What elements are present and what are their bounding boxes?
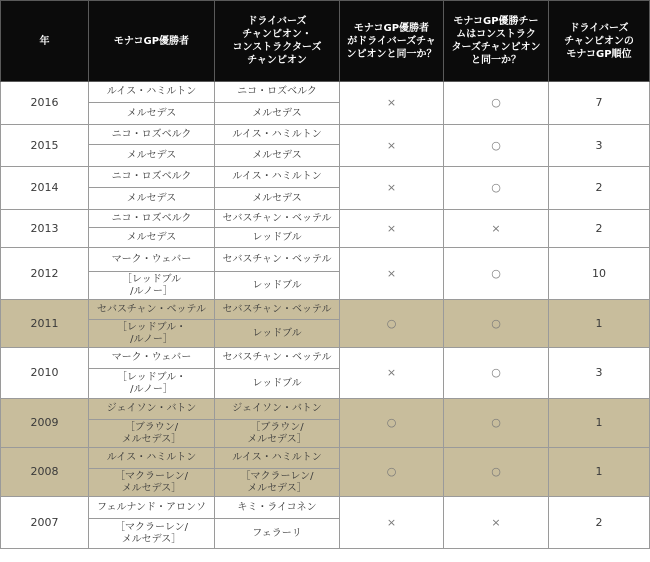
table-row: [1, 448, 650, 469]
table-row: [1, 399, 650, 420]
champion-team-cell: メルセデス: [215, 145, 340, 167]
winner-cell: フェルナンド・アロンソ: [89, 497, 215, 519]
winner-cell: セバスチャン・ベッテル: [89, 300, 215, 320]
champion-rank-cell: 3: [549, 125, 650, 167]
header-same-team: モナコGP優勝チー ムはコンストラク ターズチャンピオン と同一か？: [444, 1, 549, 82]
table-row: [1, 348, 650, 369]
year-cell: 2012: [1, 248, 89, 300]
champion-cell: キミ・ライコネン: [215, 497, 340, 519]
same-team-cell: ×: [444, 497, 549, 549]
same-team-cell: ○: [444, 348, 549, 399]
same-driver-cell: ×: [340, 210, 444, 248]
same-driver-cell: ×: [340, 497, 444, 549]
table-row: [1, 300, 650, 320]
same-team-cell: ○: [444, 248, 549, 300]
same-driver-cell: ○: [340, 399, 444, 448]
year-cell: 2014: [1, 167, 89, 210]
header-row: [1, 1, 650, 82]
champion-cell: セバスチャン・ベッテル: [215, 248, 340, 272]
champion-cell: ルイス・ハミルトン: [215, 167, 340, 188]
champion-cell: ニコ・ロズベルク: [215, 82, 340, 103]
header-same-driver: モナコGP優勝者 がドライバーズチャ ンピオンと同一か？: [340, 1, 444, 82]
winner-cell: マーク・ウェバー: [89, 348, 215, 369]
champion-rank-cell: 1: [549, 448, 650, 497]
year-cell: 2011: [1, 300, 89, 348]
winner-team-cell: ［マクラーレン/ メルセデス］: [89, 519, 215, 549]
champion-team-cell: レッドブル: [215, 272, 340, 300]
winner-cell: ルイス・ハミルトン: [89, 82, 215, 103]
winner-cell: ニコ・ロズベルク: [89, 210, 215, 228]
champion-rank-cell: 10: [549, 248, 650, 300]
table-row: [1, 82, 650, 103]
champion-team-cell: ［ブラウン/ メルセデス］: [215, 420, 340, 448]
same-team-cell: ○: [444, 167, 549, 210]
winner-cell: ニコ・ロズベルク: [89, 167, 215, 188]
champion-rank-cell: 2: [549, 167, 650, 210]
header-champions: ドライバーズ チャンピオン・ コンストラクターズ チャンピオン: [215, 1, 340, 82]
header-monaco-winner: モナコGP優勝者: [89, 1, 215, 82]
year-cell: 2007: [1, 497, 89, 549]
table-row: [1, 210, 650, 228]
champion-cell: ルイス・ハミルトン: [215, 448, 340, 469]
same-driver-cell: ×: [340, 348, 444, 399]
champion-team-cell: レッドブル: [215, 369, 340, 399]
year-cell: 2008: [1, 448, 89, 497]
winner-team-cell: ［マクラーレン/ メルセデス］: [89, 469, 215, 497]
winner-team-cell: ［ブラウン/ メルセデス］: [89, 420, 215, 448]
table-row: [1, 248, 650, 272]
champion-team-cell: レッドブル: [215, 228, 340, 248]
same-driver-cell: ×: [340, 82, 444, 125]
champion-cell: ジェイソン・バトン: [215, 399, 340, 420]
table-row: [1, 497, 650, 519]
table-row: [1, 125, 650, 145]
same-team-cell: ○: [444, 399, 549, 448]
same-driver-cell: ○: [340, 448, 444, 497]
same-team-cell: ○: [444, 82, 549, 125]
year-cell: 2015: [1, 125, 89, 167]
champion-team-cell: メルセデス: [215, 188, 340, 210]
champion-team-cell: レッドブル: [215, 320, 340, 348]
champion-cell: セバスチャン・ベッテル: [215, 300, 340, 320]
header-year: 年: [1, 1, 89, 82]
same-team-cell: ×: [444, 210, 549, 248]
winner-cell: ジェイソン・バトン: [89, 399, 215, 420]
same-driver-cell: ×: [340, 248, 444, 300]
table-row: [1, 167, 650, 188]
champion-rank-cell: 3: [549, 348, 650, 399]
year-cell: 2010: [1, 348, 89, 399]
champion-cell: セバスチャン・ベッテル: [215, 210, 340, 228]
champion-team-cell: メルセデス: [215, 103, 340, 125]
winner-team-cell: メルセデス: [89, 188, 215, 210]
year-cell: 2009: [1, 399, 89, 448]
year-cell: 2016: [1, 82, 89, 125]
champion-cell: セバスチャン・ベッテル: [215, 348, 340, 369]
same-team-cell: ○: [444, 125, 549, 167]
champion-team-cell: ［マクラーレン/ メルセデス］: [215, 469, 340, 497]
champion-rank-cell: 7: [549, 82, 650, 125]
same-driver-cell: ×: [340, 167, 444, 210]
winner-team-cell: メルセデス: [89, 228, 215, 248]
same-driver-cell: ×: [340, 125, 444, 167]
winner-team-cell: ［レッドブル /ルノー］: [89, 272, 215, 300]
winner-cell: マーク・ウェバー: [89, 248, 215, 272]
winner-team-cell: メルセデス: [89, 145, 215, 167]
champion-rank-cell: 1: [549, 300, 650, 348]
winner-team-cell: メルセデス: [89, 103, 215, 125]
champion-rank-cell: 2: [549, 210, 650, 248]
champion-team-cell: フェラーリ: [215, 519, 340, 549]
year-cell: 2013: [1, 210, 89, 248]
champion-rank-cell: 1: [549, 399, 650, 448]
winner-team-cell: ［レッドブル・ /ルノー］: [89, 369, 215, 399]
winner-team-cell: ［レッドブル・ /ルノー］: [89, 320, 215, 348]
champion-rank-cell: 2: [549, 497, 650, 549]
same-driver-cell: ○: [340, 300, 444, 348]
champion-cell: ルイス・ハミルトン: [215, 125, 340, 145]
winner-cell: ルイス・ハミルトン: [89, 448, 215, 469]
table-body: [1, 82, 650, 549]
header-champion-rank: ドライバーズ チャンピオンの モナコGP順位: [549, 1, 650, 82]
same-team-cell: ○: [444, 300, 549, 348]
winner-cell: ニコ・ロズベルク: [89, 125, 215, 145]
same-team-cell: ○: [444, 448, 549, 497]
